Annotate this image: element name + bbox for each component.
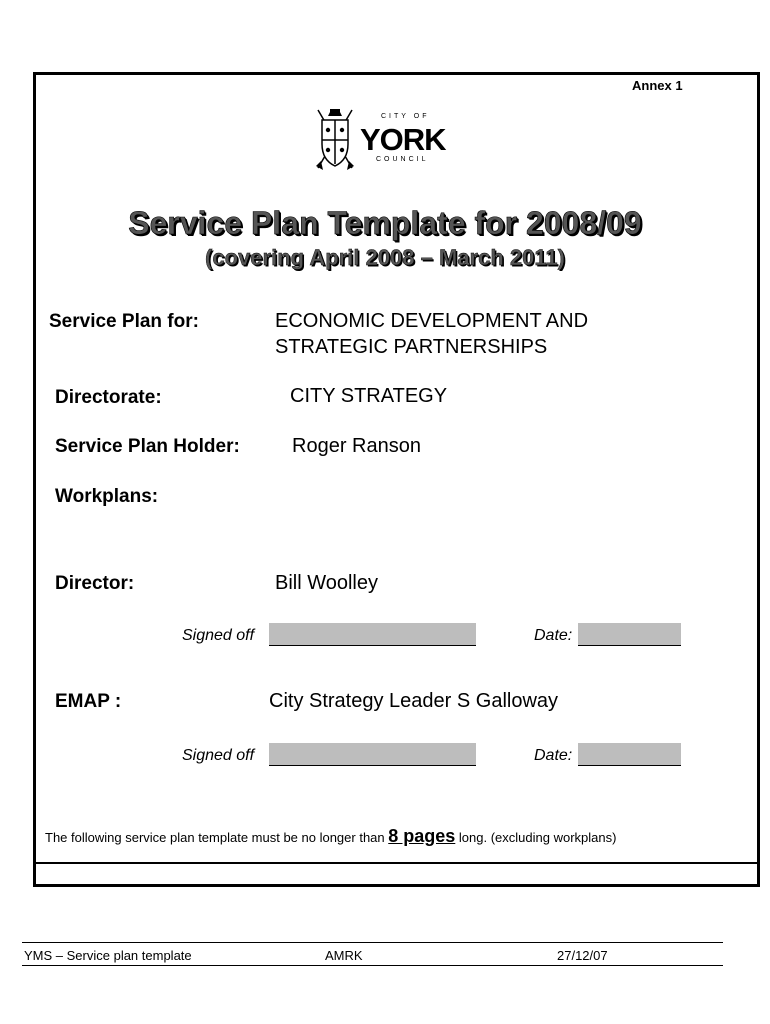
director-label: Director: (55, 573, 135, 594)
logo-york: YORK (360, 122, 446, 157)
service-plan-for-label: Service Plan for: (49, 311, 199, 332)
logo-city-of: CITY OF (381, 113, 430, 120)
page-limit-note (45, 826, 616, 847)
directorate-value: CITY STRATEGY (290, 385, 448, 407)
page-title: Service Plan Template for 2008/09 (128, 205, 642, 241)
director-date-field[interactable] (578, 623, 681, 646)
service-plan-for-value-line2: STRATEGIC PARTNERSHIPS (275, 336, 548, 358)
workplans-label: Workplans: (55, 486, 159, 507)
director-date-label: Date: (534, 627, 573, 644)
emap-label: EMAP : (55, 691, 122, 712)
footer-author-code: AMRK (325, 948, 363, 963)
page-limit-note-before: The following service plan template must be no longer than (45, 830, 389, 845)
service-plan-for-value-line1: ECONOMIC DEVELOPMENT AND (275, 310, 589, 332)
director-value: Bill Woolley (275, 572, 378, 594)
logo-council: COUNCIL (376, 156, 429, 163)
emap-date-label: Date: (534, 747, 573, 764)
page-limit-pages: 8 pages (388, 826, 456, 846)
emap-date-field[interactable] (578, 743, 681, 766)
emap-value: City Strategy Leader S Galloway (269, 690, 559, 712)
footer-rule-bottom (22, 965, 723, 966)
frame-bottom-rule (36, 862, 757, 884)
emap-signed-off-label: Signed off (182, 747, 255, 764)
annex-label: Annex 1 (632, 78, 683, 93)
footer-date: 27/12/07 (557, 948, 608, 963)
footer-document-name: YMS – Service plan template (24, 948, 192, 963)
directorate-label: Directorate: (55, 387, 162, 408)
service-plan-holder-label: Service Plan Holder: (55, 436, 240, 457)
emap-signature-field[interactable] (269, 743, 476, 766)
director-signature-field[interactable] (269, 623, 476, 646)
page-subtitle: (covering April 2008 – March 2011) (205, 245, 565, 270)
footer-rule-top (22, 942, 723, 943)
director-signed-off-label: Signed off (182, 627, 255, 644)
service-plan-holder-value: Roger Ranson (292, 435, 421, 457)
page-limit-note-after: long. (excluding workplans) (455, 830, 617, 845)
